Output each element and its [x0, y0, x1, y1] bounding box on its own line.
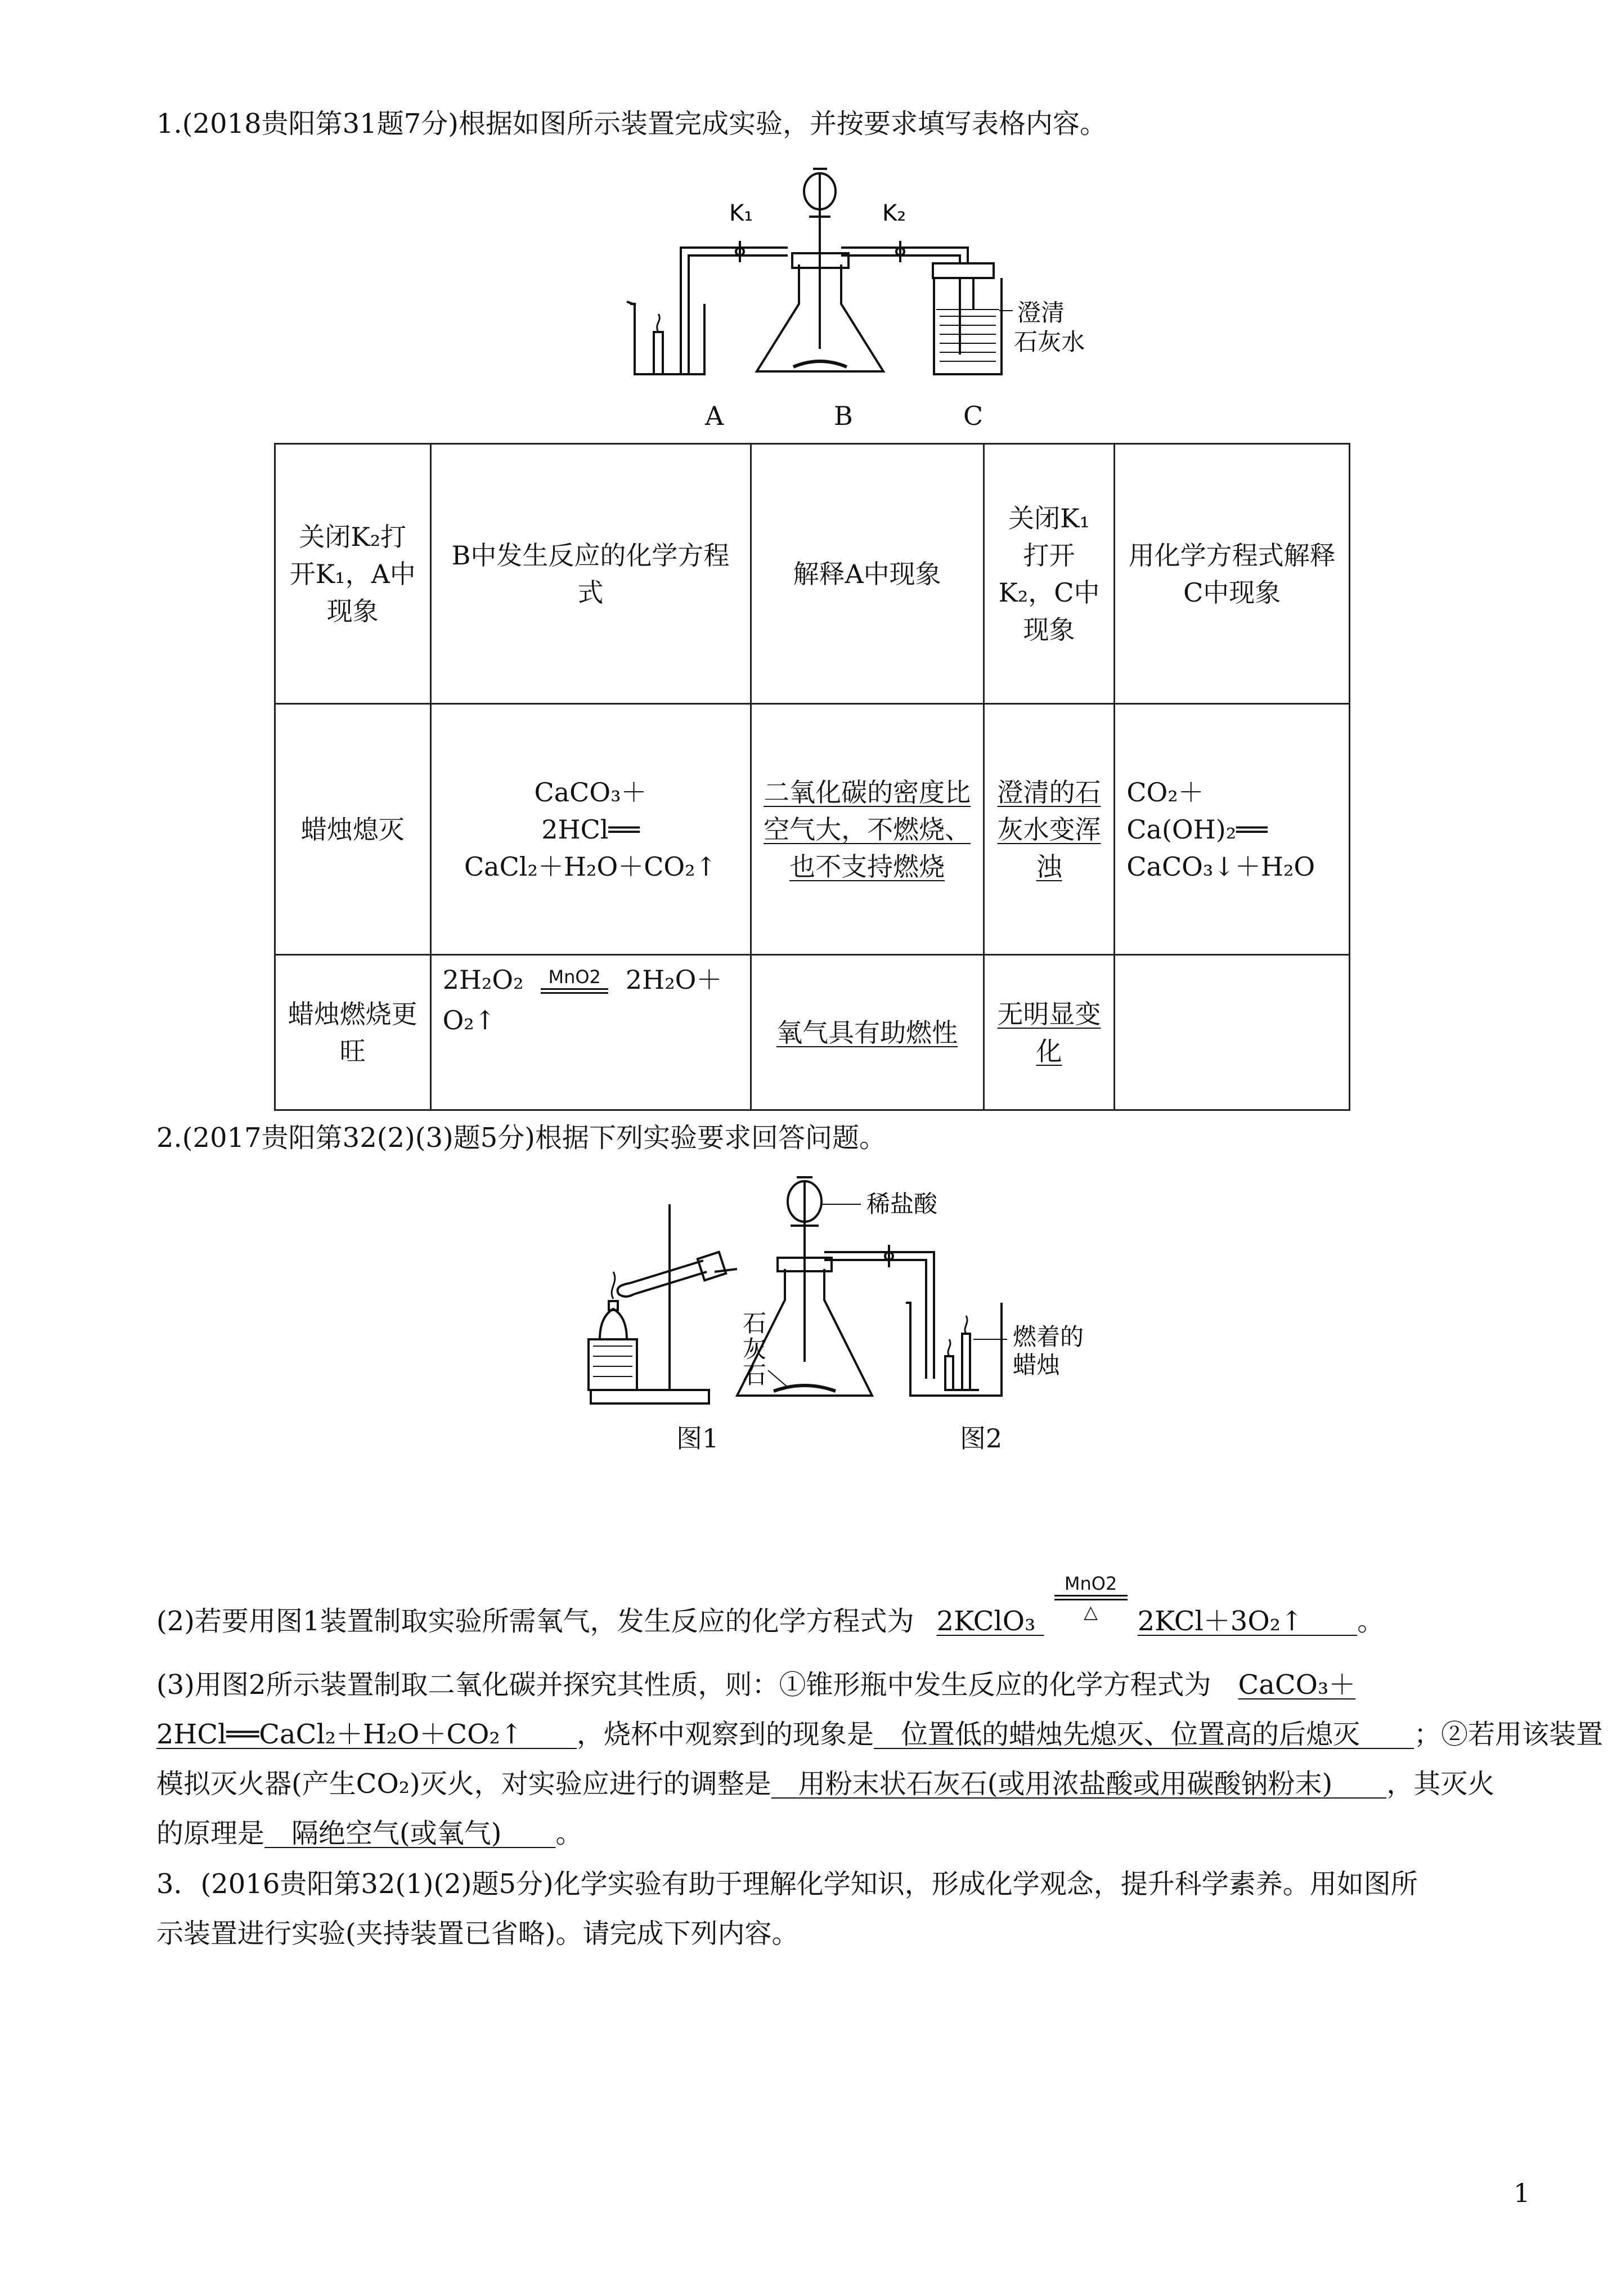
row2-explain	[751, 955, 984, 1110]
row1-explain	[751, 704, 984, 955]
label-b: B	[834, 401, 853, 431]
acid-label: 稀盐酸	[866, 1190, 938, 1218]
label-c: C	[963, 401, 984, 431]
stone-label-2: 灰	[743, 1335, 767, 1363]
q2-part3-line1: (3)用图2所示装置制取二氧化碳并探究其性质，则：①锥形瓶中发生反应的化学方程式为 CaCO₃＋	[156, 1669, 1356, 1701]
fig1-caption: 图1	[676, 1423, 719, 1454]
header-c-equation: 用化学方程式解释C中现象	[1115, 444, 1350, 704]
row1-c-phenomenon-answer: 澄清的石灰水变浑浊	[997, 777, 1101, 882]
header-explain: 解释A中现象	[751, 444, 984, 704]
alcohol-lamp-icon	[600, 1309, 627, 1339]
label-a: A	[705, 401, 724, 431]
q2-part3-line2: 2HCl══CaCl₂＋H₂O＋CO₂↑ ，烧杯中观察到的现象是 位置低的蜡烛先熄灭、位置高的后熄灭 ；②若用该装置	[156, 1719, 1603, 1750]
stone-label-3: 石	[743, 1361, 767, 1389]
row2-eq-condition: MnO2	[548, 966, 601, 988]
q2-part3-line3: 模拟灭火器(产生CO₂)灭火，对实验应进行的调整是 用粉末状石灰石(或用浓盐酸或用碳酸钠粉末) ，其灭火	[156, 1768, 1495, 1800]
row1-explain-answer: 二氧化碳的密度比空气大，不燃烧、也不支持燃烧	[764, 777, 971, 882]
q1-stem: 1.(2018贵阳第31题7分)根据如图所示装置完成实验，并按要求填写表格内容。	[156, 108, 1107, 140]
row1-eq-line2: 2HCl══	[541, 814, 640, 845]
q2-part2-cond-bottom: △	[1084, 1601, 1098, 1622]
q2-part3-answer4: 隔绝空气(或氧气)	[291, 1818, 502, 1849]
beaker-a-icon	[630, 304, 704, 374]
k2-label: K₂	[882, 200, 906, 226]
q2-part2: (2)若要用图1装置制取实验所需氧气，发生反应的化学方程式为 2KClO₃ MnO2 △ 2KCl＋3O₂↑ 。	[156, 1573, 1385, 1637]
k1-label: K₁	[729, 200, 753, 226]
q3-stem-line2: 示装置进行实验(夹持装置已省略)。请完成下列内容。	[156, 1918, 799, 1949]
q2-part3-answer1a: CaCO₃＋	[1238, 1669, 1356, 1701]
q2-part3-answer2: 位置低的蜡烛先熄灭、位置高的后熄灭	[900, 1719, 1360, 1750]
header-b-equation: B中发生反应的化学方程式	[430, 444, 751, 704]
c-label-1: 澄清	[1017, 299, 1065, 326]
candle-label-2: 蜡烛	[1013, 1351, 1061, 1379]
row2-eq-right: 2H₂O＋O₂↑	[442, 965, 722, 1035]
row2-c-phenomenon	[984, 955, 1115, 1110]
q2-part3-line4: 的原理是 隔绝空气(或氧气) 。	[156, 1818, 583, 1849]
header-c-phenomenon: 关闭K₁打开K₂，C中现象	[984, 444, 1115, 704]
q1-apparatus-figure	[619, 163, 1103, 388]
row1-c-eq-line1: CO₂＋Ca(OH)₂══	[1126, 777, 1268, 845]
q3-stem-line1: 3．(2016贵阳第32(1)(2)题5分)化学实验有助于理解化学知识，形成化学观念，提升科学素养。用如图所	[156, 1868, 1418, 1900]
q2-part2-cond-top: MnO2	[1064, 1573, 1117, 1594]
page-number: 1	[1514, 2178, 1530, 2208]
fig2-caption: 图2	[960, 1423, 1003, 1454]
q2-apparatus-figure	[574, 1171, 1114, 1412]
stand-base-icon	[591, 1390, 709, 1403]
q2-part2-answer: 2KClO₃ MnO2 △ 2KCl＋3O₂↑	[936, 1573, 1304, 1637]
q1-table	[274, 443, 1350, 1111]
row1-eq-line1: CaCO₃＋	[534, 777, 647, 808]
row1-c-eq-line2: CaCO₃↓＋H₂O	[1126, 851, 1315, 882]
c-label-2: 石灰水	[1014, 328, 1085, 356]
candle-label-1: 燃着的	[1013, 1323, 1084, 1351]
stone-label-1: 石	[743, 1310, 767, 1337]
row1-a-phenomenon: 蜡烛熄灭	[275, 704, 431, 955]
row1-b-equation	[430, 704, 751, 955]
row2-eq-left: 2H₂O₂	[442, 965, 524, 995]
row2-a-phenomenon: 蜡烛燃烧更旺	[275, 955, 431, 1110]
row1-eq-line3: CaCl₂＋H₂O＋CO₂↑	[464, 851, 717, 882]
row2-c-equation	[1115, 955, 1350, 1110]
row2-explain-answer: 氧气具有助燃性	[776, 1017, 958, 1048]
row2-b-equation	[430, 955, 751, 1110]
q2-part2-pre: (2)若要用图1装置制取实验所需氧气，发生反应的化学方程式为	[156, 1606, 914, 1637]
row1-c-equation	[1115, 704, 1350, 955]
bottle-c-icon	[934, 278, 1002, 374]
q2-stem: 2.(2017贵阳第32(2)(3)题5分)根据下列实验要求回答问题。	[156, 1122, 887, 1154]
header-a-phenomenon: 关闭K₂打开K₁，A中现象	[275, 444, 431, 704]
row2-c-phenomenon-answer: 无明显变化	[997, 998, 1101, 1066]
q2-part3-answer1b: 2HCl══CaCl₂＋H₂O＋CO₂↑	[156, 1719, 523, 1750]
q2-part3-answer3: 用粉末状石灰石(或用浓盐酸或用碳酸钠粉末)	[798, 1768, 1333, 1800]
row1-c-phenomenon	[984, 704, 1115, 955]
